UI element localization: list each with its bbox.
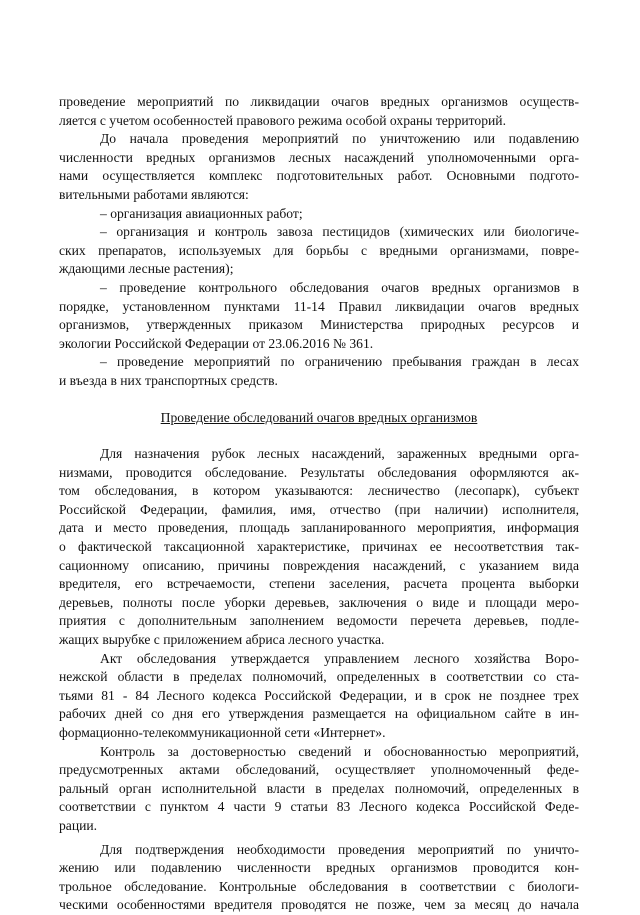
text-line: Для назначения рубок лесных насаждений, зараженных вредными орга- [100, 446, 579, 462]
text-line: нежской области в пределах полномочий, определенных в соответствии со ста- [59, 669, 579, 685]
text-line: Российской Федерации, фамилия, имя, отчество (при наличии) исполнителя, [59, 501, 579, 517]
section-heading-text: Проведение обследований очагов вредных организмов [160, 409, 478, 425]
section-heading [59, 409, 579, 428]
text-line: Для подтверждения необходимости проведения мероприятий по уничто- [100, 841, 579, 857]
text-line: деревьев, полноты после уборки деревьев, заключения о виде и площади меро- [59, 594, 579, 610]
text-line: – проведение контрольного обследования очагов вредных организмов в [100, 279, 579, 295]
text-line: сационному описанию, причины повреждения насаждений, с указанием вида [59, 557, 579, 573]
text-line: приятия с дополнительным заполнением ведомости перечета деревьев, подле- [59, 613, 579, 629]
text-line: Акт обследования утверждается управлением лесного хозяйства Воро- [100, 650, 579, 666]
text-line: – организация авиационных работ; [100, 205, 303, 221]
text-line: вительными работами являются: [59, 186, 249, 202]
text-line: тьями 81 - 84 Лесного кодекса Российской Федерации, и в срок не позднее трех [59, 687, 579, 703]
text-line: предусмотренных актами обследований, осуществляет уполномоченный феде- [59, 762, 579, 778]
text-line: жащих вырубке с приложением абриса лесного участка. [59, 632, 385, 648]
text-line: формационно-телекоммуникационной сети «Интернет». [59, 725, 386, 740]
text-line: проведение мероприятий по ликвидации очагов вредных организмов осуществ- [59, 94, 579, 109]
document-page [59, 93, 579, 915]
text-line: том обследования, в котором указываются: лесничество (лесопарк), субъект [59, 483, 579, 499]
text-line: порядке, установленном пунктами 11-14 Правил ликвидации очагов вредных [59, 298, 579, 314]
text-line: рации. [59, 817, 98, 833]
text-line: нами осуществляется комплекс подготовительных работ. Основными подгото- [59, 168, 579, 184]
text-line: – проведение мероприятий по ограничению пребывания граждан в лесах [100, 354, 579, 370]
text-line: о фактической таксационной характеристике, причинах ее несоответствия так- [59, 539, 579, 555]
text-line: и въезда в них транспортных средств. [59, 372, 278, 388]
text-line: – организация и контроль завоза пестицидов (химических или биологиче- [100, 224, 579, 240]
text-line: трольное обследование. Контрольные обследования в соответствии с биологи- [59, 878, 579, 894]
text-line: численности вредных организмов лесных насаждений уполномоченными орга- [59, 149, 579, 165]
paragraph [59, 650, 579, 743]
text-line: вредителя, его встречаемости, степени заселения, расчета процента выборки [59, 576, 579, 592]
text-line: ляется с учетом особенностей правового режима особой охраны территорий. [59, 112, 506, 128]
list-item [59, 279, 579, 353]
text-line: ральный орган исполнительной власти в пределах полномочий, определенных в [59, 780, 579, 796]
text-line: рабочих дней со дня его утверждения размещается на официальном сайте в ин- [59, 706, 579, 722]
paragraph [59, 93, 579, 130]
list-item [59, 205, 579, 224]
list-item [59, 223, 579, 279]
text-line: ждающими лесные растения); [59, 261, 234, 277]
paragraph [59, 841, 579, 915]
text-line: соответствии с пунктом 4 части 9 статьи 83 Лесного кодекса Российской Феде- [59, 799, 579, 815]
text-line: организмов, утвержденных приказом Министерства природных ресурсов и [59, 317, 579, 333]
list-item [59, 353, 579, 390]
paragraph [59, 743, 579, 836]
paragraph [59, 445, 579, 650]
text-line: ческими особенностями вредителя проводятся не позже, чем за месяц до начала [59, 897, 579, 913]
text-line: До начала проведения мероприятий по уничтожению или подавлению [100, 131, 579, 147]
text-line: экологии Российской Федерации от 23.06.2016 № 361. [59, 335, 374, 351]
text-line: низмами, проводится обследование. Результаты обследования оформляются ак- [59, 464, 579, 480]
text-line: жению или подавлению численности вредных организмов проводится кон- [59, 860, 579, 876]
paragraph [59, 130, 579, 204]
text-line: ских препаратов, используемых для борьбы с вредными организмами, повре- [59, 242, 579, 258]
text-line: Контроль за достоверностью сведений и обоснованностью мероприятий, [100, 743, 579, 759]
text-line: дата и место проведения, площадь запланированного мероприятия, информация [59, 520, 579, 536]
